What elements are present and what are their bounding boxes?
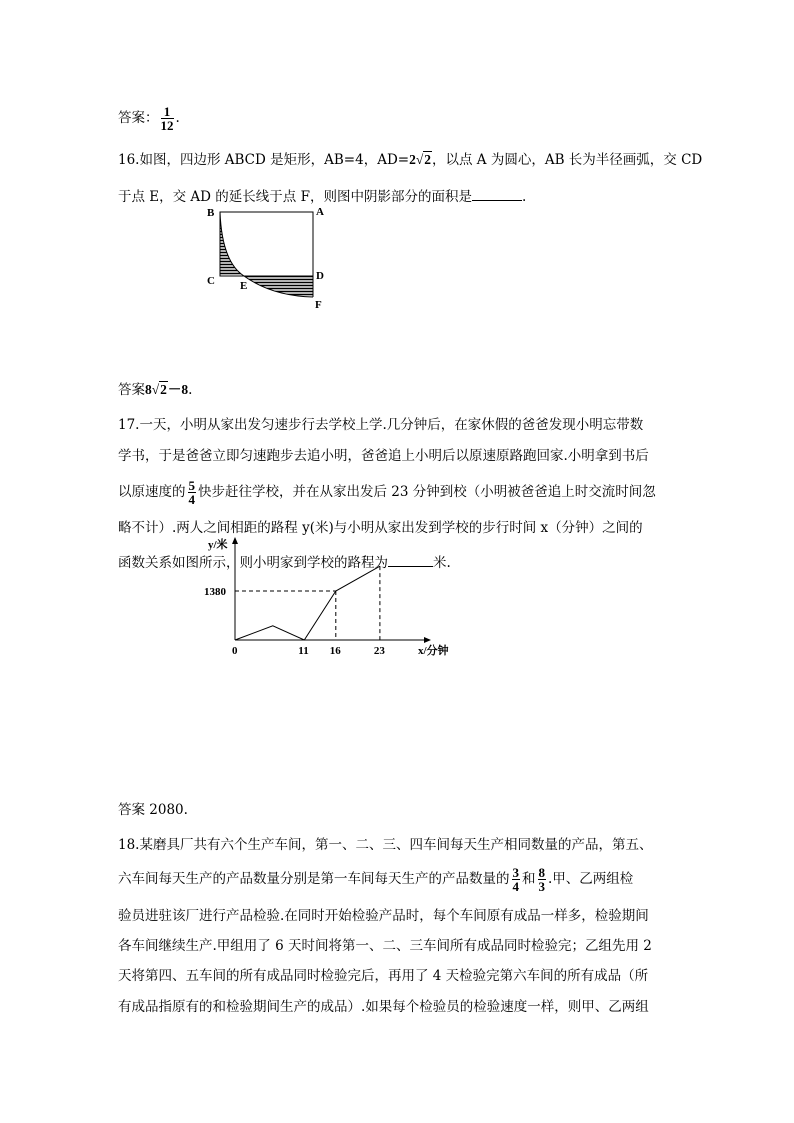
q16-answer: 答案8√2－8. — [118, 382, 193, 398]
label-f: F — [315, 299, 322, 311]
x-tick-label-16: 16 — [329, 645, 341, 657]
label-d: D — [316, 270, 324, 282]
q18-line6: 有成品指原有的和检验期间生产的成品）.如果每个检验员的检验速度一样，则甲、乙两组 — [118, 999, 649, 1015]
q17-chart — [190, 530, 470, 665]
label-c: C — [207, 275, 215, 287]
q16-ad-value: 2√2 — [409, 152, 432, 167]
answer-blank — [472, 186, 522, 201]
label-b: B — [207, 207, 215, 219]
q17-line5: 函数关系如图所示，则小明家到学校的路程为 米. — [118, 552, 451, 573]
q17-line3: 以原速度的 $\frac{5}{4}$ 快步赶往学校，并在从家出发后 23 分钟到校（小明被爸爸追上时交流时间忽 — [118, 478, 656, 507]
q16-figure — [200, 200, 340, 315]
q17-answer: 答案 2080. — [118, 802, 188, 818]
q18-line5: 天将第四、五车间的所有成品同时检验完后，再用了 4 天检验完第六车间的所有成品（所 — [118, 968, 649, 984]
shaded-region-left — [220, 212, 244, 276]
label-a: A — [316, 206, 324, 218]
q18-line4: 各车间继续生产.甲组用了 6 天时间将第一、二、三车间所有成品同时检验完；乙组先用 2 — [118, 938, 652, 954]
q16-line2: 于点 E，交 AD 的延长线于点 F，则图中阴影部分的面积是 . — [118, 186, 526, 207]
y-axis-label: y/米 — [208, 539, 228, 551]
x-tick-label-0: 0 — [232, 645, 238, 657]
q18-line2: 六车间每天生产的产品数量分别是第一车间每天生产的产品数量的 $\frac{3}{4}$ 和 $\frac{8}{3}$ .甲、乙两组检 — [118, 865, 634, 894]
x-axis-label: x/分钟 — [418, 645, 449, 657]
x-tick-label-23: 23 — [373, 645, 385, 657]
label-e: E — [240, 280, 248, 292]
q18-line1: 18.某磨具厂共有六个生产车间，第一、二、三、四车间每天生产相同数量的产品，第五、 — [118, 837, 653, 853]
q15-fraction: $\frac{1}{12}$ — [160, 104, 174, 133]
q17-line4: 略不计）.两人之间相距的路程 y(米)与小明从家出发到学校的步行时间 x（分钟）之间的 — [118, 520, 643, 536]
series-line — [235, 566, 380, 640]
q17-line1: 17.一天，小明从家出发匀速步行去学校上学.几分钟后，在家休假的爸爸发现小明忘带数 — [118, 417, 644, 433]
q16-line1: 16.如图，四边形 ABCD 是矩形，AB=4，AD=2√2，以点 A 为圆心，AB 长为半径画弧，交 CD — [118, 152, 703, 168]
q15-answer: 答案： $\frac{1}{12}$ . — [118, 104, 180, 133]
shaded-region-right — [244, 276, 313, 297]
q18-line3: 验员进驻该厂进行产品检验.在同时开始检验产品时，每个车间原有成品一样多，检验期间 — [118, 908, 649, 924]
q17-line2: 学书，于是爸爸立即匀速跑步去追小明，爸爸追上小明后以原速原路跑回家.小明拿到书后 — [118, 448, 649, 464]
x-tick-label-11: 11 — [298, 645, 309, 657]
y-tick-label-1380: 1380 — [204, 586, 226, 599]
